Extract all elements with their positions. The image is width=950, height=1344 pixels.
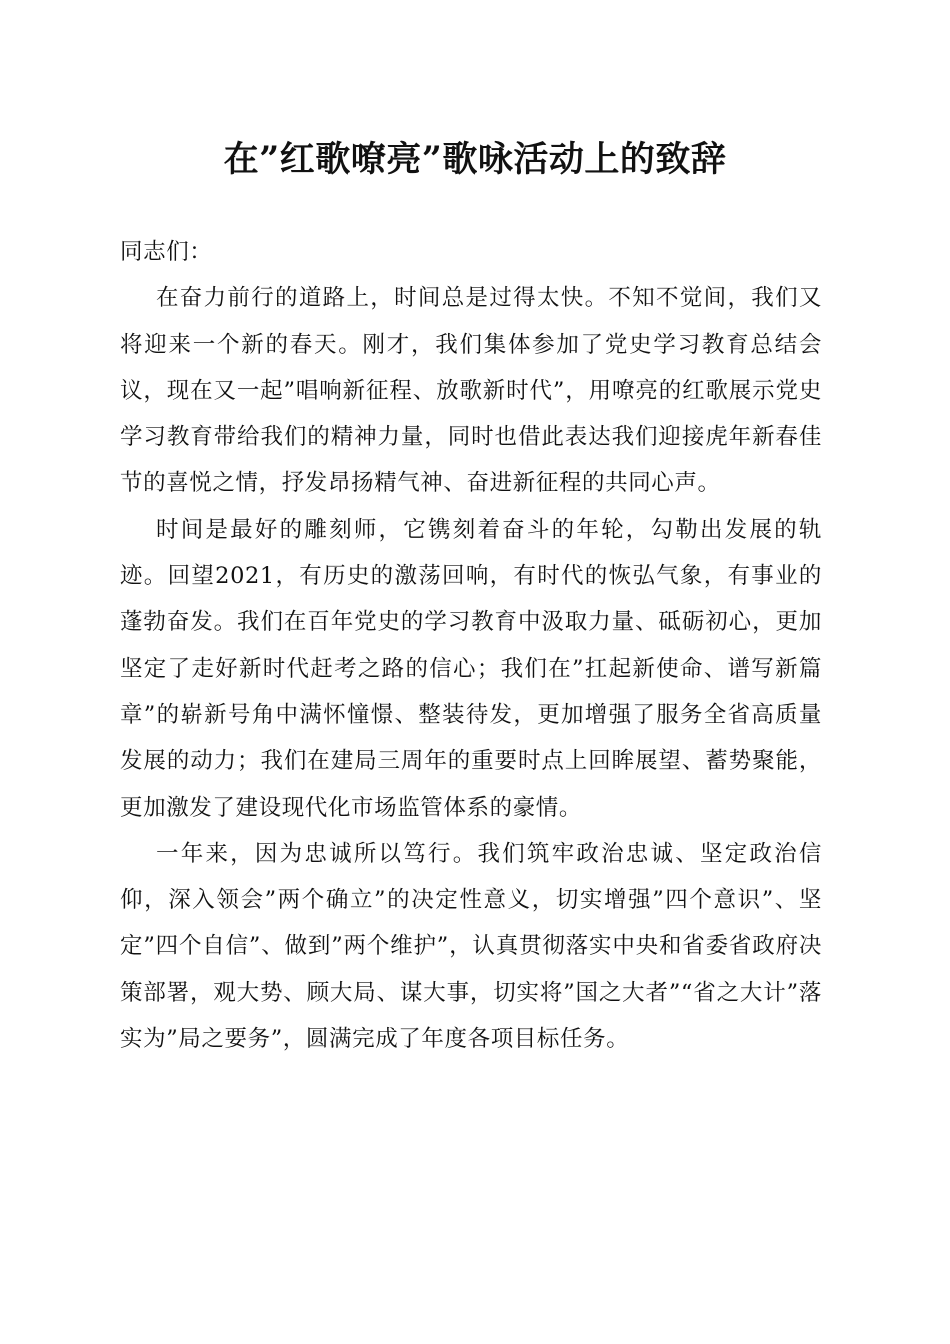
paragraph-1: 在奋力前行的道路上，时间总是过得太快。不知不觉间，我们又将迎来一个新的春天。刚才，我们集体参加了党史学习教育总结会议，现在又一起”唱响新征程、放歌新时代”，用嘹亮的红歌展示党史学习教育带给我们的精神力量，同时也借此表达我们迎接虎年新春佳节的喜悦之情，抒发昂扬精气神、奋进新征程的共同心声。 (120, 285, 822, 497)
salutation: 同志们： (120, 239, 213, 265)
document-title: 在”红歌嘹亮”歌咏活动上的致辞 (223, 139, 727, 180)
paragraph-2: 时间是最好的雕刻师，它镌刻着奋斗的年轮，勾勒出发展的轨迹。回望2021，有历史的激荡回响，有时代的恢弘气象，有事业的蓬勃奋发。我们在百年党史的学习教育中汲取力量、砥砺初心，更加坚定了走好新时代赶考之路的信心；我们在”扛起新使命、谱写新篇章”的崭新号角中满怀憧憬、整装待发，更加增强了服务全省高质量发展的动力；我们在建局三周年的重要时点上回眸展望、蓄势聚能，更加激发了建设现代化市场监管体系的豪情。 (120, 516, 822, 821)
paragraph-3: 一年来，因为忠诚所以笃行。我们筑牢政治忠诚、坚定政治信仰，深入领会”两个确立”的决定性意义，切实增强”四个意识”、坚定”四个自信”、做到”两个维护”，认真贯彻落实中央和省委省政府决策部署，观大势、顾大局、谋大事，切实将”国之大者”“省之大计”落实为”局之要务”，圆满完成了年度各项目标任务。 (120, 840, 822, 1053)
document-body (120, 229, 822, 1062)
